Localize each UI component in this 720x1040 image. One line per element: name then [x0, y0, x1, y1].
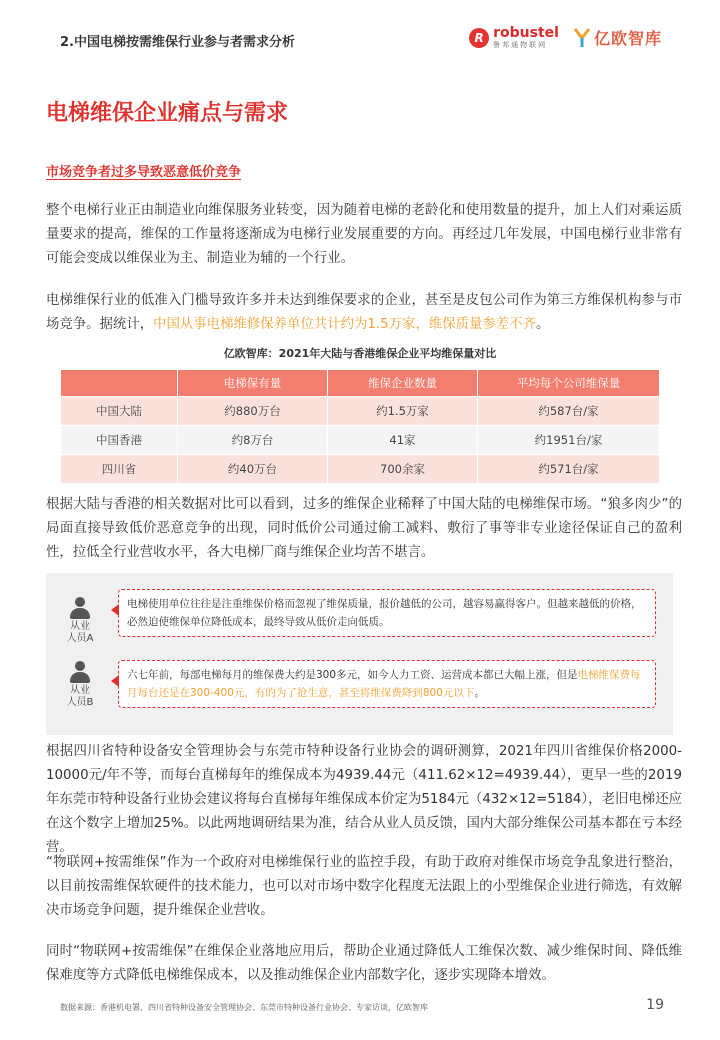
table-row: [61, 426, 660, 455]
sub-heading: 市场竞争者过多导致恶意低价竞争: [46, 165, 242, 180]
table-cell: 约571台/家: [478, 455, 660, 484]
table-header-cell: 维保企业数量: [328, 370, 478, 397]
quote-a-bubble: 电梯使用单位往往是注重维保价格而忽视了维保质量，报价越低的公司，越容易赢得客户。但越来越低的价格，必然迫使维保单位降低成本，最终导致从低价走向低质。: [118, 589, 656, 637]
table-row: [61, 455, 660, 484]
person-icon: [67, 661, 93, 685]
table-cell: 约880万台: [178, 397, 328, 426]
quote-b-highlight: 电梯维保费每月每台还是在300-400元，有的为了抢生意，甚至将维保费降到800元以下: [127, 669, 641, 699]
table-cell: 四川省: [61, 455, 178, 484]
table-header-cell: 电梯保有量: [178, 370, 328, 397]
table-cell: 约587台/家: [478, 397, 660, 426]
paragraph-5: “物联网+按需维保”作为一个政府对电梯维保行业的监控手段，有助于政府对维保市场竞争乱象进行整治，以目前按需维保软硬件的技术能力，也可以对市场中数字化程度无法跟上的小型维保企业进行筛选，有效解决市场竞争问题，提升维保企业营收。: [46, 855, 682, 918]
yiou-mark-icon: [573, 27, 591, 49]
table-cell: 700余家: [328, 455, 478, 484]
table-cell: 41家: [328, 426, 478, 455]
person-b: [60, 661, 100, 709]
person-a-label-line2: 人员A: [66, 633, 94, 644]
paragraph-2-text: 电梯维保行业的低准入门槛导致许多并未达到维保要求的企业，甚至是皮包公司作为第三方维保机构参与市场竞争。据统计，: [46, 293, 682, 332]
table-cell: 中国香港: [61, 426, 178, 455]
page-title: 电梯维保企业痛点与需求: [46, 101, 289, 126]
paragraph-3: 根据大陆与香港的相关数据对比可以看到，过多的维保企业稀释了中国大陆的电梯维保市场。“狼多肉少”的局面直接导致低价恶意竞争的出现，同时低价公司通过偷工减料、敷衍了事等非专业途径保证自己的盈利性，拉低全行业营收水平，各大电梯厂商与维保企业均苦不堪言。: [46, 497, 682, 560]
table-cell: 约40万台: [178, 455, 328, 484]
paragraph-2: [46, 289, 682, 337]
table-cell: 约1951台/家: [478, 426, 660, 455]
paragraph-4: 根据四川省特种设备安全管理协会与东莞市特种设备行业协会的调研测算，2021年四川省维保价格2000-10000元/年不等，而每台直梯每年的维保成本为4939.44元（411.62×12=4939.44），更早一些的2019年东莞市特种设备行业协会建议将每台直梯每年维保成本价定为5184元（432×12=5184），老旧电梯还应在这个数字上增加25%。以此两地调研结果为准，结合从业人员反馈，国内大部分维保公司基本都在亏本经营。: [46, 744, 682, 855]
quote-b-end: 。: [474, 687, 485, 699]
comparison-table: [60, 369, 660, 484]
paragraph-6: 同时“物联网+按需维保”在维保企业落地应用后，帮助企业通过降低人工维保次数、减少维保时间、降低维保难度等方式降低电梯维保成本，以及推动维保企业内部数字化，逐步实现降本增效。: [46, 944, 682, 983]
robustel-name: robustel: [493, 25, 559, 41]
table-header-cell: [61, 370, 178, 397]
table-title: 亿欧智库：2021年大陆与香港维保企业平均维保量对比: [223, 347, 497, 360]
person-b-label-line1: 从业: [70, 685, 90, 696]
paragraph-2-highlight: 中国从事电梯维修保养单位共计约为1.5万家，维保质量参差不齐: [153, 317, 536, 332]
robustel-subtitle: 鲁邦通物联网: [493, 41, 548, 49]
data-source: 数据来源：香港机电署、四川省特种设备安全管理协会、东莞市特种设备行业协会、专家访谈，亿欧智库: [60, 1003, 428, 1012]
interview-quote-box: [46, 573, 673, 735]
paragraph-1: 整个电梯行业正由制造业向维保服务业转变，因为随着电梯的老龄化和使用数量的提升，加上人们对乘运质量要求的提高，维保的工作量将逐渐成为电梯行业发展重要的方向。再经过几年发展，中国电梯行业非常有可能会变成以维保业为主、制造业为辅的一个行业。: [46, 203, 682, 266]
person-b-label-line2: 人员B: [66, 697, 94, 708]
yiou-name: 亿欧智库: [593, 29, 662, 48]
person-a-label-line1: 从业: [70, 621, 90, 632]
page-number: 19: [646, 997, 664, 1013]
table-header-row: [61, 370, 660, 397]
table-cell: 约8万台: [178, 426, 328, 455]
table-header-cell: 平均每个公司维保量: [478, 370, 660, 397]
paragraph-2-end: 。: [535, 317, 550, 332]
person-icon: [67, 597, 93, 621]
robustel-mark-icon: R: [469, 28, 489, 48]
logo-group: [469, 26, 662, 49]
table-row: [61, 397, 660, 426]
robustel-logo: [469, 26, 559, 49]
person-a: [60, 597, 100, 645]
table-cell: 约1.5万家: [328, 397, 478, 426]
quote-b-text: 六七年前，每部电梯每月的维保费大约是300多元，如今人力工资、运营成本都已大幅上涨，但是: [127, 669, 578, 681]
yiou-logo: [573, 26, 662, 49]
table-cell: 中国大陆: [61, 397, 178, 426]
section-header: 2.中国电梯按需维保行业参与者需求分析: [60, 35, 295, 50]
quote-b-bubble: [118, 660, 656, 708]
